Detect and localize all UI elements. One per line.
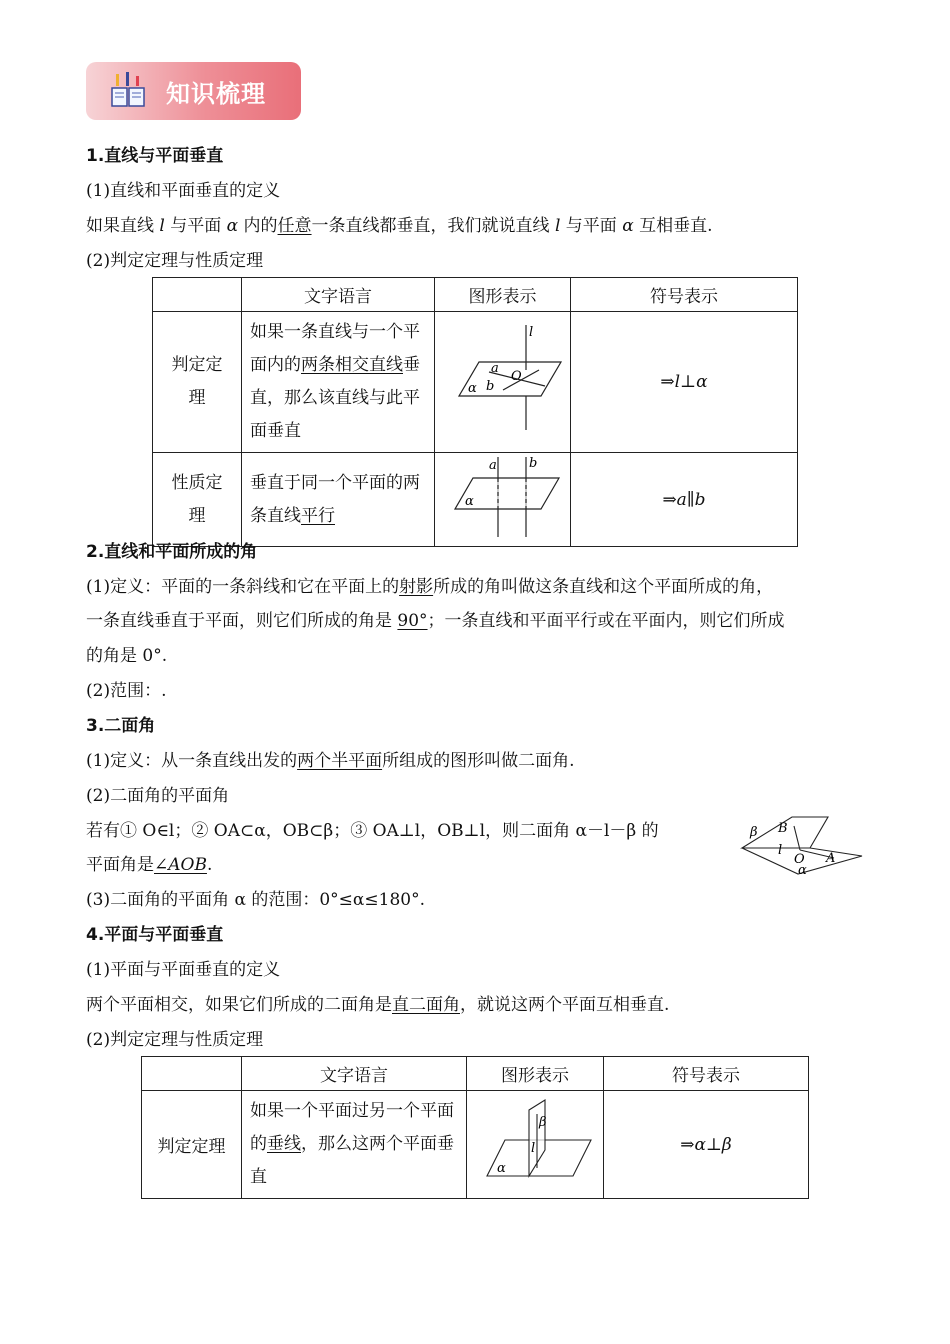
figure-line-perpendicular-plane bbox=[443, 320, 563, 440]
table-plane-plane bbox=[141, 1056, 809, 1199]
section-3-heading: 3.二面角 bbox=[86, 716, 156, 736]
svg-text:a: a bbox=[490, 360, 499, 376]
table-header: 符号表示 bbox=[571, 278, 798, 312]
row-text: 如果一个平面过另一个平面的垂线，那么这两个平面垂直 bbox=[250, 1101, 454, 1187]
figure-dihedral-angle bbox=[738, 812, 864, 878]
svg-text:A: A bbox=[826, 851, 836, 866]
s3-para-1: (1)定义：从一条直线出发的两个半平面所组成的图形叫做二面角. bbox=[86, 751, 575, 771]
s1-sub1: (1)直线和平面垂直的定义 bbox=[86, 181, 281, 201]
svg-text:a: a bbox=[488, 458, 497, 473]
svg-text:b: b bbox=[485, 378, 494, 394]
svg-text:l: l bbox=[778, 843, 783, 858]
svg-text:b: b bbox=[528, 456, 537, 471]
svg-text:α: α bbox=[497, 1161, 506, 1176]
s2-para-1: (1)定义：平面的一条斜线和它在平面上的射影所成的角叫做这条直线和这个平面所成的角， bbox=[86, 577, 774, 597]
svg-text:l: l bbox=[531, 1141, 536, 1156]
table-row bbox=[142, 1091, 809, 1199]
row-text: 如果一条直线与一个平面内的两条相交直线垂直，那么该直线与此平面垂直 bbox=[250, 322, 420, 441]
s2-para-3: 的角是 0°. bbox=[86, 646, 168, 666]
row-symbol: ⇒l⊥α bbox=[571, 312, 798, 453]
section-4-heading: 4.平面与平面垂直 bbox=[86, 925, 224, 945]
s4-sub2: (2)判定定理与性质定理 bbox=[86, 1030, 264, 1050]
row-name: 性质定理 bbox=[171, 472, 223, 526]
table-header bbox=[142, 1057, 242, 1091]
section-1-heading: 1.直线与平面垂直 bbox=[86, 146, 224, 166]
row-text: 垂直于同一个平面的两条直线平行 bbox=[250, 472, 420, 526]
table-row bbox=[153, 312, 798, 453]
s4-sub1: (1)平面与平面垂直的定义 bbox=[86, 960, 281, 980]
table-header: 文字语言 bbox=[242, 1057, 467, 1091]
figure-parallel-lines bbox=[443, 453, 563, 541]
svg-text:β: β bbox=[750, 825, 758, 840]
svg-text:α: α bbox=[467, 380, 477, 396]
table-header: 图形表示 bbox=[467, 1057, 604, 1091]
banner-title: 知识梳理 bbox=[166, 80, 266, 108]
svg-text:α: α bbox=[464, 494, 474, 509]
table-row bbox=[153, 453, 798, 547]
s3-para-4: 平面角是∠AOB. bbox=[86, 855, 213, 875]
row-name: 判定定理 bbox=[142, 1091, 242, 1199]
svg-text:B: B bbox=[778, 821, 788, 836]
s4-definition: 两个平面相交，如果它们所成的二面角是直二面角，就说这两个平面互相垂直. bbox=[86, 995, 670, 1015]
s2-range: (2)范围：. bbox=[86, 681, 167, 701]
book-icon bbox=[108, 70, 148, 115]
table-header: 文字语言 bbox=[242, 278, 435, 312]
table-line-plane bbox=[152, 277, 798, 547]
table-header bbox=[153, 278, 242, 312]
row-symbol: ⇒α⊥β bbox=[604, 1091, 809, 1199]
row-symbol: ⇒a∥b bbox=[571, 453, 798, 547]
s3-para-5: (3)二面角的平面角 α 的范围：0°≤α≤180°. bbox=[86, 890, 426, 910]
svg-text:l: l bbox=[528, 324, 533, 340]
table-header: 符号表示 bbox=[604, 1057, 809, 1091]
s2-para-2: 一条直线垂直于平面，则它们所成的角是 90°；一条直线和平面平行或在平面内，则它们所成 bbox=[86, 611, 785, 631]
s1-definition: 如果直线 l 与平面 α 内的任意一条直线都垂直，我们就说直线 l 与平面 α 互相垂直. bbox=[86, 216, 713, 236]
svg-text:O: O bbox=[794, 852, 805, 867]
table-header: 图形表示 bbox=[435, 278, 571, 312]
section-2-heading: 2.直线和平面所成的角 bbox=[86, 542, 258, 562]
svg-text:O: O bbox=[510, 368, 522, 384]
svg-text:α: α bbox=[798, 863, 807, 878]
s3-para-3: 若有① O∈l；② OA⊂α，OB⊂β；③ OA⊥l，OB⊥l，则二面角 α－l－β 的 bbox=[86, 821, 659, 841]
s1-sub2: (2)判定定理与性质定理 bbox=[86, 251, 264, 271]
section-banner bbox=[86, 62, 301, 120]
s3-para-2: (2)二面角的平面角 bbox=[86, 786, 230, 806]
figure-perpendicular-planes bbox=[475, 1096, 595, 1188]
row-name: 判定定理 bbox=[171, 355, 223, 408]
svg-text:β: β bbox=[539, 1115, 547, 1130]
